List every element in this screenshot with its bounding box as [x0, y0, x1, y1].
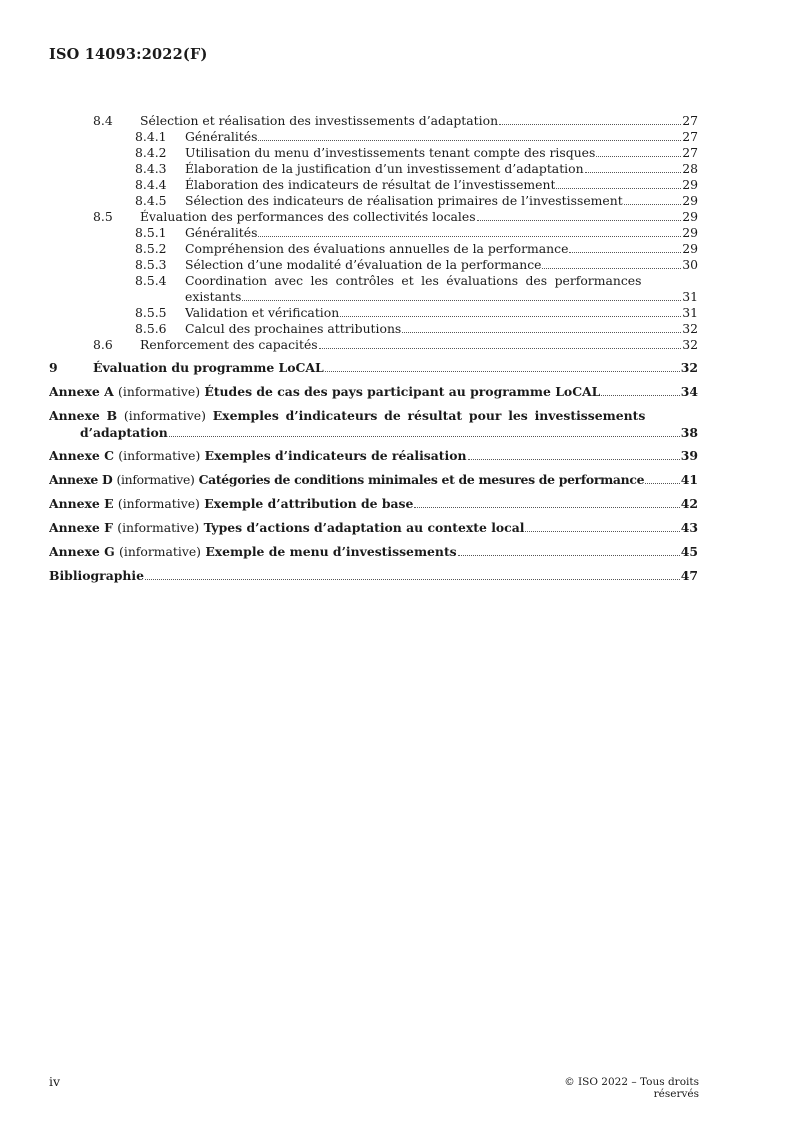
toc-page: 47: [680, 568, 698, 583]
toc-leader: [258, 140, 681, 141]
annex-prefix: Annexe G: [49, 544, 115, 559]
toc-page: 32: [682, 337, 698, 352]
toc-entry-9[interactable]: [49, 360, 698, 376]
toc-leader: [258, 236, 681, 237]
toc-entry-8-4-5[interactable]: [135, 193, 698, 209]
toc-title: Sélection des indicateurs de réalisation primaires de l’investissement: [185, 193, 623, 208]
annex-type: (informative): [118, 448, 201, 463]
toc-number: 8.4.5: [135, 193, 167, 208]
toc-entry-annex-e[interactable]: [49, 496, 698, 512]
annex-type: (informative): [118, 384, 201, 399]
toc-page: 31: [682, 289, 698, 304]
toc-entry-8-5-4[interactable]: [135, 273, 655, 289]
toc-leader: [542, 268, 681, 269]
toc-title: Sélection d’une modalité d’évaluation de la performance: [185, 257, 542, 272]
toc-page: 39: [680, 448, 698, 463]
toc-leader: [596, 156, 681, 157]
toc-title: Catégories de conditions minimales et de mesures de performance: [198, 472, 645, 487]
toc-number: 8.5.1: [135, 225, 167, 240]
toc-entry-8-4-2[interactable]: [135, 145, 698, 161]
toc-page: 34: [680, 384, 698, 399]
toc-entry-8-4-1[interactable]: [135, 129, 698, 145]
toc-title: Généralités: [185, 129, 258, 144]
toc-entry-8-4-3[interactable]: [135, 161, 698, 177]
annex-prefix: Annexe A: [49, 384, 114, 399]
toc-page: 41: [680, 472, 698, 487]
toc-entry-8-4[interactable]: [93, 113, 698, 129]
toc-entry-8-5[interactable]: [93, 209, 698, 225]
toc-entry-8-5-6[interactable]: [135, 321, 698, 337]
toc-leader: [525, 531, 679, 532]
toc-title: Exemples d’indicateurs de réalisation: [204, 448, 467, 463]
toc-leader: [499, 124, 681, 125]
toc-title: Calcul des prochaines attributions: [185, 321, 402, 336]
toc-leader: [556, 188, 681, 189]
toc-title-continued: d’adaptation: [80, 425, 168, 440]
toc-page: 38: [680, 425, 698, 440]
toc-page: 28: [682, 161, 698, 176]
toc-leader: [569, 252, 681, 253]
toc-page: 43: [680, 520, 698, 535]
toc-number: 8.4.1: [135, 129, 167, 144]
toc-entry-8-5-4-cont[interactable]: [185, 289, 698, 305]
toc-entry-8-6[interactable]: [93, 337, 698, 353]
annex-prefix: Annexe F: [49, 520, 113, 535]
toc-number: 9: [49, 360, 58, 375]
toc-leader: [624, 204, 682, 205]
toc-page: 31: [682, 305, 698, 320]
toc-number: 8.5.2: [135, 241, 167, 256]
toc-title: Compréhension des évaluations annuelles de la performance: [185, 241, 569, 256]
toc-title: Études de cas des pays participant au programme LoCAL: [204, 384, 601, 399]
toc-page: 27: [682, 129, 698, 144]
toc-entry-bibliography[interactable]: [49, 568, 698, 584]
toc-number: 8.5.5: [135, 305, 167, 320]
toc-title: Évaluation du programme LoCAL: [93, 360, 324, 375]
toc-number: 8.5.6: [135, 321, 167, 336]
annex-type: (informative): [117, 520, 200, 535]
copyright-notice: © ISO 2022 – Tous droits réservés: [564, 1076, 699, 1100]
toc-title: Élaboration de la justification d’un investissement d’adaptation: [185, 161, 584, 176]
annex-prefix: Annexe B: [49, 408, 118, 423]
document-id: ISO 14093:2022(F): [49, 46, 208, 63]
toc-page: 29: [682, 177, 698, 192]
toc-title: Utilisation du menu d’investissements tenant compte des risques: [185, 145, 596, 160]
toc-entry-annex-b-cont[interactable]: [80, 425, 698, 441]
toc-page: 45: [680, 544, 698, 559]
annex-type: (informative): [119, 544, 202, 559]
toc-leader: [645, 483, 680, 484]
toc-leader: [414, 507, 679, 508]
toc-number: 8.5: [93, 209, 113, 224]
toc-page: 27: [682, 145, 698, 160]
toc-entry-8-4-4[interactable]: [135, 177, 698, 193]
toc-entry-annex-c[interactable]: [49, 448, 698, 464]
toc-entry-8-5-2[interactable]: [135, 241, 698, 257]
toc-entry-annex-d[interactable]: [49, 472, 698, 488]
toc-title: Élaboration des indicateurs de résultat de l’investissement: [185, 177, 556, 192]
annex-prefix: Annexe E: [49, 496, 114, 511]
toc-page: 29: [682, 193, 698, 208]
toc-title: Évaluation des performances des collectivités locales: [140, 209, 476, 224]
toc-title: Exemple de menu d’investissements: [205, 544, 457, 559]
toc-leader: [242, 300, 681, 301]
toc-leader: [145, 579, 680, 580]
toc-page: 27: [682, 113, 698, 128]
toc-page: 32: [680, 360, 698, 375]
toc-entry-8-5-3[interactable]: [135, 257, 698, 273]
toc-title: Exemples d’indicateurs de résultat pour les investissements: [212, 408, 646, 423]
toc-title: Sélection et réalisation des investissements d’adaptation: [140, 113, 499, 128]
toc-page: 29: [682, 241, 698, 256]
toc-number: 8.5.4: [135, 273, 167, 288]
toc-page: 42: [680, 496, 698, 511]
toc-leader: [340, 316, 681, 317]
toc-title: Bibliographie: [49, 568, 145, 583]
toc-title: Validation et vérification: [185, 305, 340, 320]
page-number: iv: [49, 1074, 61, 1089]
toc-number: 8.4.4: [135, 177, 167, 192]
toc-title-continued: existants: [185, 289, 242, 304]
toc-page: 32: [682, 321, 698, 336]
toc-leader: [458, 555, 680, 556]
toc-title: Exemple d’attribution de base: [204, 496, 414, 511]
toc-number: 8.5.3: [135, 257, 167, 272]
toc-leader: [477, 220, 682, 221]
toc-leader: [325, 371, 680, 372]
toc-entry-annex-b[interactable]: [49, 408, 659, 424]
annex-type: (informative): [117, 496, 200, 511]
annex-prefix: Annexe D: [49, 472, 113, 487]
annex-prefix: Annexe C: [49, 448, 114, 463]
toc-number: 8.4.3: [135, 161, 167, 176]
toc-title: Renforcement des capacités: [140, 337, 318, 352]
toc-leader: [169, 436, 680, 437]
annex-type: (informative): [116, 472, 195, 487]
toc-entry-annex-f[interactable]: [49, 520, 698, 536]
toc-leader: [585, 172, 682, 173]
toc-entry-annex-g[interactable]: [49, 544, 698, 560]
toc-leader: [319, 348, 682, 349]
toc-page: 30: [682, 257, 698, 272]
toc-page: 29: [682, 209, 698, 224]
toc-leader: [402, 332, 681, 333]
toc-title: Coordination avec les contrôles et les évaluations des performances: [185, 273, 642, 288]
toc-entry-8-5-5[interactable]: [135, 305, 698, 321]
toc-leader: [468, 459, 680, 460]
toc-title: Types d’actions d’adaptation au contexte local: [203, 520, 525, 535]
toc-number: 8.6: [93, 337, 113, 352]
toc-leader: [601, 395, 679, 396]
toc-entry-annex-a[interactable]: [49, 384, 698, 400]
toc-page: 29: [682, 225, 698, 240]
toc-entry-8-5-1[interactable]: [135, 225, 698, 241]
toc-number: 8.4: [93, 113, 113, 128]
annex-type: (informative): [123, 408, 206, 423]
toc-title: Généralités: [185, 225, 258, 240]
toc-number: 8.4.2: [135, 145, 167, 160]
